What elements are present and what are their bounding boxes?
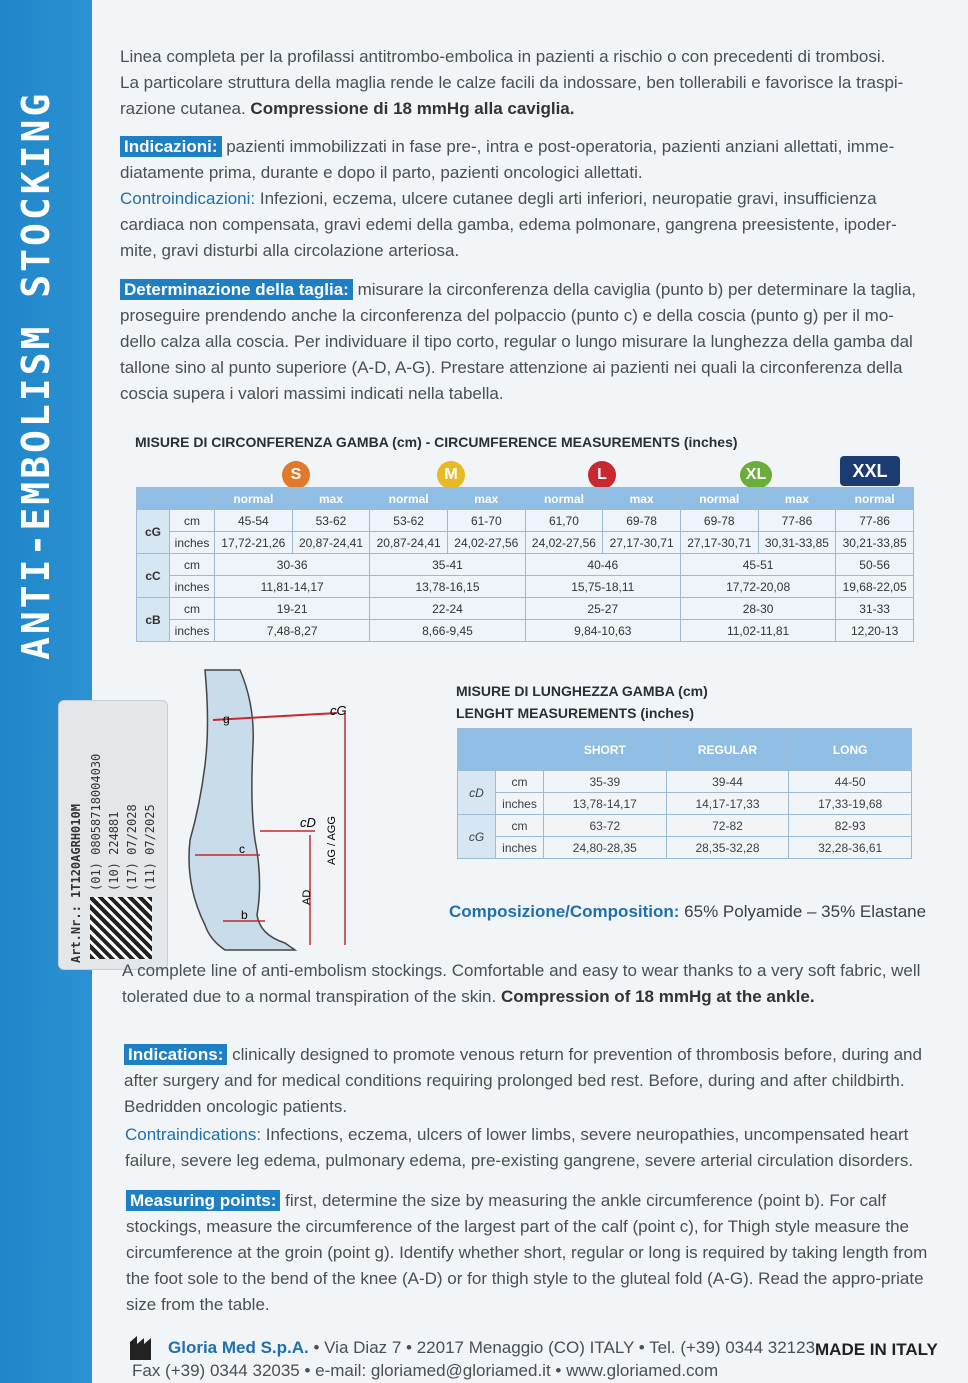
label-c: c [239, 842, 245, 856]
en-compression: Compression of 18 mmHg at the ankle. [500, 987, 815, 1006]
table-row [458, 729, 912, 771]
table-row [137, 576, 914, 598]
len-table-title1: MISURE DI LUNGHEZZA GAMBA (cm) [456, 683, 708, 699]
cell: 7,48-8,27 [215, 620, 370, 642]
cell: 19-21 [215, 598, 370, 620]
corner-cell [458, 729, 544, 771]
unit-cell: inches [496, 837, 544, 859]
en-meas-text: first, determine the size by measuring the ankle circumference (point b). For calf stockings, measure the circumference of the largest part of the calf (point c), for Thigh style measure the circumference at the groin (point g). Identify whether short, regular or long is required by taking length from the foot sole to the bend of the knee (A-D) or for thigh style to the gluteal fold (A-G). Read the appro-priate size from the table. [126, 1191, 928, 1314]
unit-cell: cm [170, 554, 215, 576]
size-l-badge: L [588, 461, 616, 489]
cell: 30-36 [215, 554, 370, 576]
production-date: (17) 07/2028 [125, 804, 139, 891]
cell: 27,17-30,71 [603, 532, 681, 554]
col-header: normal [525, 488, 603, 510]
unit-cell: cm [496, 771, 544, 793]
en-indications [124, 1042, 932, 1120]
en-measuring [126, 1188, 932, 1318]
len-table-title2: LENGHT MEASUREMENTS (inches) [456, 705, 695, 721]
cell: 77-86 [758, 510, 836, 532]
cell: 72-82 [666, 815, 789, 837]
cell: 24,02-27,56 [447, 532, 525, 554]
cell: 24,02-27,56 [525, 532, 603, 554]
cell: 11,02-11,81 [680, 620, 835, 642]
row-header-cc: cC [137, 554, 170, 598]
it-compression: Compressione di 18 mmHg alla caviglia. [250, 99, 575, 118]
it-intro-line1: Linea completa per la profilassi antitrombo-embolica in pazienti a rischio o con precedenti di trombosi. [120, 47, 886, 66]
corner-cell [170, 488, 215, 510]
en-intro-text: A complete line of anti-embolism stockings. Comfortable and easy to wear thanks to a very soft fabric, well tolerated due to a normal transpiration of the skin. [122, 961, 921, 1006]
composition-value: 65% Polyamide – 35% Elastane [679, 902, 927, 921]
cell: 69-78 [603, 510, 681, 532]
table-row [137, 488, 914, 510]
en-contra-label: Contraindications: [125, 1125, 262, 1144]
unit-cell: cm [170, 598, 215, 620]
it-contra-label: Controindicazioni: [120, 189, 256, 208]
it-det-text: misurare la circonferenza della caviglia (punto b) per determinare la taglia, proseguire prendendo anche la circonferenza del polpaccio (punto c) e della coscia (punto g) per il mo-dello calza alla coscia. Per individuare il tipo corto, regular o lungo misurare la lunghezza della gamba dal tallone sino al punto superiore (A-D, A-G). Prestare attenzione ai pazienti nei quali la circonferenza della coscia supera i valori massimi indicati nella tabella. [120, 280, 917, 403]
cell: 77-86 [836, 510, 914, 532]
row-header-cb: cB [137, 598, 170, 642]
size-m-badge: M [437, 461, 465, 489]
en-ind-text: clinically designed to promote venous return for prevention of thrombosis before, during and after surgery and for medical conditions requiring prolonged bed rest. Before, during and after childbirth. Bedridden oncologic patients. [124, 1045, 922, 1116]
corner-cell [137, 488, 170, 510]
cell: 31-33 [836, 598, 914, 620]
cell: 32,28-36,61 [789, 837, 912, 859]
datamatrix-code [90, 897, 152, 959]
length-table [457, 728, 912, 859]
col-header: max [292, 488, 370, 510]
lot-number: (10) 224881 [107, 811, 121, 891]
col-header: REGULAR [666, 729, 789, 771]
cell: 17,72-21,26 [215, 532, 293, 554]
cell: 28,35-32,28 [666, 837, 789, 859]
col-header: max [603, 488, 681, 510]
col-header: SHORT [544, 729, 667, 771]
en-ind-label: Indications: [124, 1044, 227, 1065]
it-intro-line2: La particolare struttura della maglia rende le calze facili da indossare, ben tollerabili e favorisce la traspi- [120, 73, 904, 92]
col-header: normal [370, 488, 448, 510]
company-name: Gloria Med S.p.A. [168, 1338, 309, 1357]
it-ind-text: pazienti immobilizzati in fase pre-, intra e post-operatoria, pazienti anziani allettati, imme-diatamente prima, durante e dopo il parto, pazienti oncologici allettati. [120, 137, 895, 182]
art-number: Art.Nr.: 1T120AGRH010M [69, 804, 83, 963]
col-header: normal [680, 488, 758, 510]
cell: 9,84-10,63 [525, 620, 680, 642]
label-b: b [241, 908, 248, 922]
size-xl-badge: XL [740, 461, 772, 489]
company-address: • Via Diaz 7 • 22017 Menaggio (CO) ITALY • Tel. (+39) 0344 32123 [308, 1338, 816, 1357]
label-g: g [223, 712, 230, 726]
circ-table-title: MISURE DI CIRCONFERENZA GAMBA (cm) - CIRCUMFERENCE MEASUREMENTS (inches) [135, 434, 738, 450]
cell: 27,17-30,71 [680, 532, 758, 554]
label-ag: AG / AGG [326, 816, 338, 865]
cell: 44-50 [789, 771, 912, 793]
expiry-date: (11) 07/2025 [143, 804, 157, 891]
it-contra-text: Infezioni, eczema, ulcere cutanee degli arti inferiori, neuropatie gravi, insufficienza cardiaca non compensata, gravi edemi della gamba, edema polmonare, gangrena preesistente, ipoder-mite, gravi disturbi alla circolazione arteriosa. [120, 189, 897, 260]
sidebar-band [0, 0, 92, 1383]
en-meas-label: Measuring points: [126, 1190, 280, 1211]
it-det-label: Determinazione della taglia: [120, 279, 353, 300]
table-row [458, 815, 912, 837]
row-header-cd: cD [458, 771, 496, 815]
en-contra-text: Infections, eczema, ulcers of lower limbs, severe neuropathies, uncompensated heart failure, severe leg edema, pulmonary edema, pre-existing gangrene, severe arterial circulation disorders. [125, 1125, 914, 1170]
table-row [137, 554, 914, 576]
cell: 25-27 [525, 598, 680, 620]
table-row [137, 532, 914, 554]
leg-diagram [165, 665, 355, 960]
cell: 19,68-22,05 [836, 576, 914, 598]
cell: 50-56 [836, 554, 914, 576]
unit-cell: inches [496, 793, 544, 815]
it-intro-line3: razione cutanea. [120, 99, 251, 118]
col-header: max [447, 488, 525, 510]
cell: 17,72-20,08 [680, 576, 835, 598]
unit-cell: inches [170, 532, 215, 554]
table-row [458, 793, 912, 815]
unit-cell: inches [170, 576, 215, 598]
cell: 35-41 [370, 554, 525, 576]
cell: 17,33-19,68 [789, 793, 912, 815]
cell: 12,20-13 [836, 620, 914, 642]
col-header: normal [215, 488, 293, 510]
label-ad: AD [301, 889, 313, 905]
size-s-badge: S [282, 461, 310, 489]
cell: 40-46 [525, 554, 680, 576]
cell: 45-54 [215, 510, 293, 532]
product-title: ANTI-EMBOLISM STOCKING [14, 90, 58, 660]
footer-line1 [168, 1338, 815, 1358]
table-row [137, 510, 914, 532]
cell: 28-30 [680, 598, 835, 620]
col-header: LONG [789, 729, 912, 771]
cell: 61,70 [525, 510, 603, 532]
unit-cell: inches [170, 620, 215, 642]
table-row [458, 837, 912, 859]
en-intro [122, 958, 932, 1010]
cell: 45-51 [680, 554, 835, 576]
cell: 13,78-14,17 [544, 793, 667, 815]
cell: 22-24 [370, 598, 525, 620]
row-header-cg: cG [458, 815, 496, 859]
composition-label: Composizione/Composition: [449, 902, 680, 921]
cell: 39-44 [666, 771, 789, 793]
cell: 61-70 [447, 510, 525, 532]
circumference-table [136, 487, 914, 642]
cell: 24,80-28,35 [544, 837, 667, 859]
cell: 53-62 [370, 510, 448, 532]
table-row [137, 598, 914, 620]
cell: 8,66-9,45 [370, 620, 525, 642]
col-header: max [758, 488, 836, 510]
manufacturer-icon [130, 1334, 158, 1360]
en-contra [125, 1122, 933, 1174]
it-indications [120, 134, 925, 186]
cell: 82-93 [789, 815, 912, 837]
table-row [137, 620, 914, 642]
cell: 11,81-14,17 [215, 576, 370, 598]
it-ind-label: Indicazioni: [120, 136, 222, 157]
unit-cell: cm [496, 815, 544, 837]
cell: 35-39 [544, 771, 667, 793]
it-size-determination [120, 277, 925, 407]
cell: 20,87-24,41 [292, 532, 370, 554]
cell: 14,17-17,33 [666, 793, 789, 815]
made-in-italy: MADE IN ITALY [815, 1340, 938, 1359]
gtin: (01) 08058718004030 [89, 753, 103, 891]
label-cd: cD [300, 815, 316, 830]
cell: 13,78-16,15 [370, 576, 525, 598]
composition [449, 902, 926, 922]
cell: 30,21-33,85 [836, 532, 914, 554]
cell: 53-62 [292, 510, 370, 532]
row-header-cg: cG [137, 510, 170, 554]
cell: 69-78 [680, 510, 758, 532]
cell: 63-72 [544, 815, 667, 837]
cell: 30,31-33,85 [758, 532, 836, 554]
it-intro [120, 44, 925, 122]
cell: 15,75-18,11 [525, 576, 680, 598]
unit-cell: cm [170, 510, 215, 532]
label-cg: cG [330, 703, 347, 718]
cell: 20,87-24,41 [370, 532, 448, 554]
it-contra [120, 186, 925, 264]
table-row [458, 771, 912, 793]
size-xxl-badge: XXL [840, 456, 900, 486]
footer-line2: Fax (+39) 0344 32035 • e-mail: gloriamed@gloriamed.it • www.gloriamed.com [132, 1361, 719, 1380]
col-header: normal [836, 488, 914, 510]
